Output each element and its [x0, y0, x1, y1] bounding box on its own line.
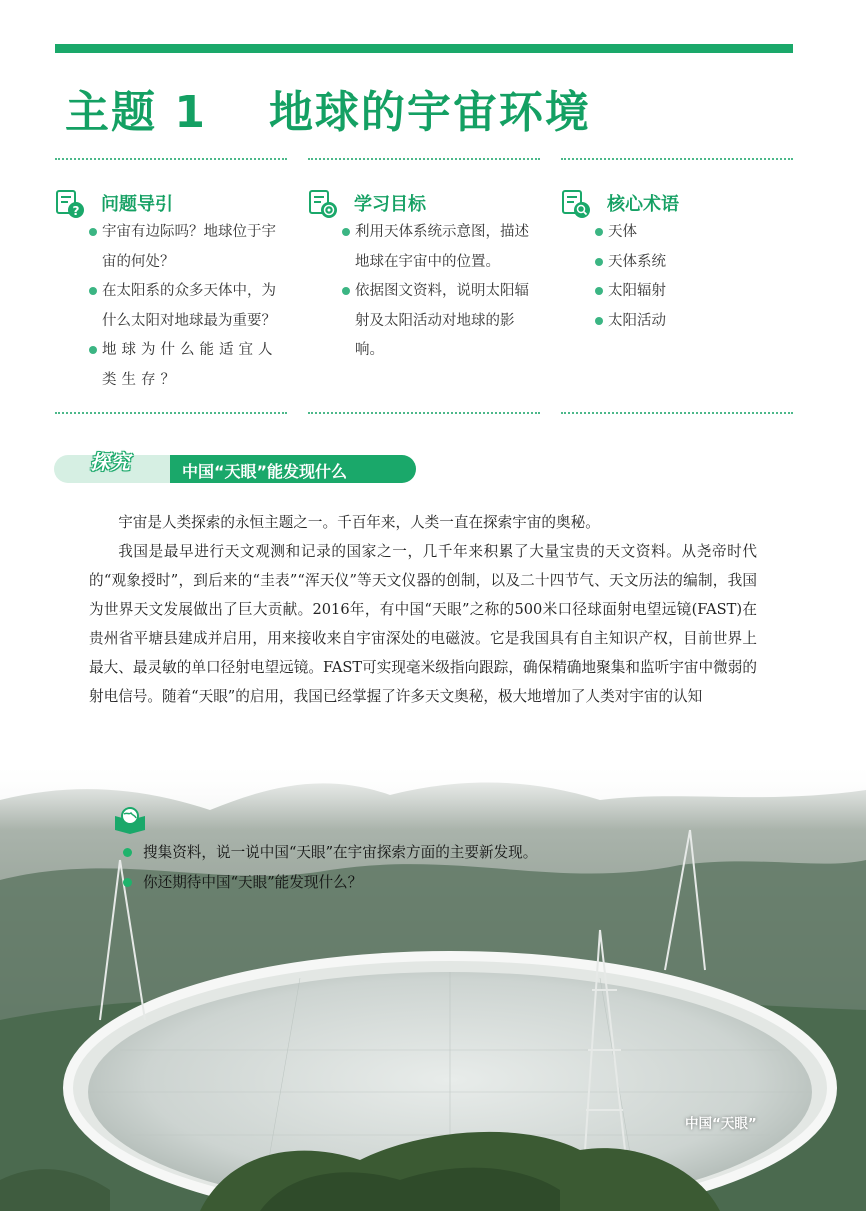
explore-title: 中国“天眼”能发现什么 [182, 462, 348, 481]
dotted-divider [308, 158, 540, 160]
list-item: 利用天体系统示意图，描述地球在宇宙中的位置。 [342, 218, 542, 277]
activity-item: 你还期待中国“天眼”能发现什么？ [123, 868, 723, 898]
topic-number: 主题 1 [65, 87, 207, 138]
top-accent-bar [55, 44, 793, 53]
question-list [89, 218, 289, 395]
dotted-divider [308, 412, 540, 414]
list-item: 天体系统 [595, 248, 795, 278]
question-doc-icon [55, 188, 87, 220]
topic-title: 地球的宇宙环境 [268, 87, 591, 138]
activity-list [123, 838, 723, 898]
list-item: 太阳辐射 [595, 277, 795, 307]
svg-text:?: ? [72, 204, 80, 218]
photo-caption: 中国“天眼” [685, 1116, 757, 1132]
list-item: 地球为什么能适宜人类生存？ [89, 336, 289, 395]
dotted-divider [55, 158, 287, 160]
body-text [89, 508, 757, 711]
dotted-divider [55, 412, 287, 414]
terms-list [595, 218, 795, 336]
panel-label: 核心术语 [607, 194, 679, 215]
target-doc-icon [308, 188, 340, 220]
dotted-divider [561, 158, 793, 160]
list-item: 宇宙有边际吗？地球位于宇宙的何处？ [89, 218, 289, 277]
list-item: 在太阳系的众多天体中，为什么太阳对地球最为重要？ [89, 277, 289, 336]
list-item: 天体 [595, 218, 795, 248]
core-terms-panel [561, 158, 793, 329]
panel-label: 问题导引 [101, 194, 173, 215]
list-item: 太阳活动 [595, 307, 795, 337]
paragraph: 宇宙是人类探索的永恒主题之一。千百年来，人类一直在探索宇宙的奥秘。 [118, 514, 600, 531]
globe-book-icon [113, 806, 147, 836]
learning-goals-panel [308, 158, 540, 358]
paragraph: 我国是最早进行天文观测和记录的国家之一，几千年来积累了大量宝贵的天文资料。从尧帝时代的“观象授时”，到后来的“圭表”“浑天仪”等天文仪器的创制，以及二十四节气、天文历法的编制，我国为世界天文发展做出了巨大贡献。2016年，有中国“天眼”之称的500米口径球面射电望远镜(FAST)在贵州省平塘县建成并启用，用来接收来自宇宙深处的电磁波。它是我国具有自主知识产权，目前世界上最大、最灵敏的单口径射电望远镜。FAST可实现毫米级指向跟踪，确保精确地聚集和监听宇宙中微弱的射电信号。随着“天眼”的启用，我国已经掌握了许多天文奥秘，极大地增加了人类对宇宙的认知 [89, 543, 757, 705]
activity-item: 搜集资料，说一说中国“天眼”在宇宙探索方面的主要新发现。 [123, 838, 723, 868]
panel-label: 学习目标 [354, 194, 426, 215]
question-guide-panel [55, 158, 287, 388]
dotted-divider [561, 412, 793, 414]
explore-tag: 探究 [90, 450, 130, 474]
goals-list [342, 218, 542, 366]
page-title [57, 76, 591, 140]
list-item: 依据图文资料，说明太阳辐射及太阳活动对地球的影响。 [342, 277, 542, 366]
search-doc-icon [561, 188, 593, 220]
